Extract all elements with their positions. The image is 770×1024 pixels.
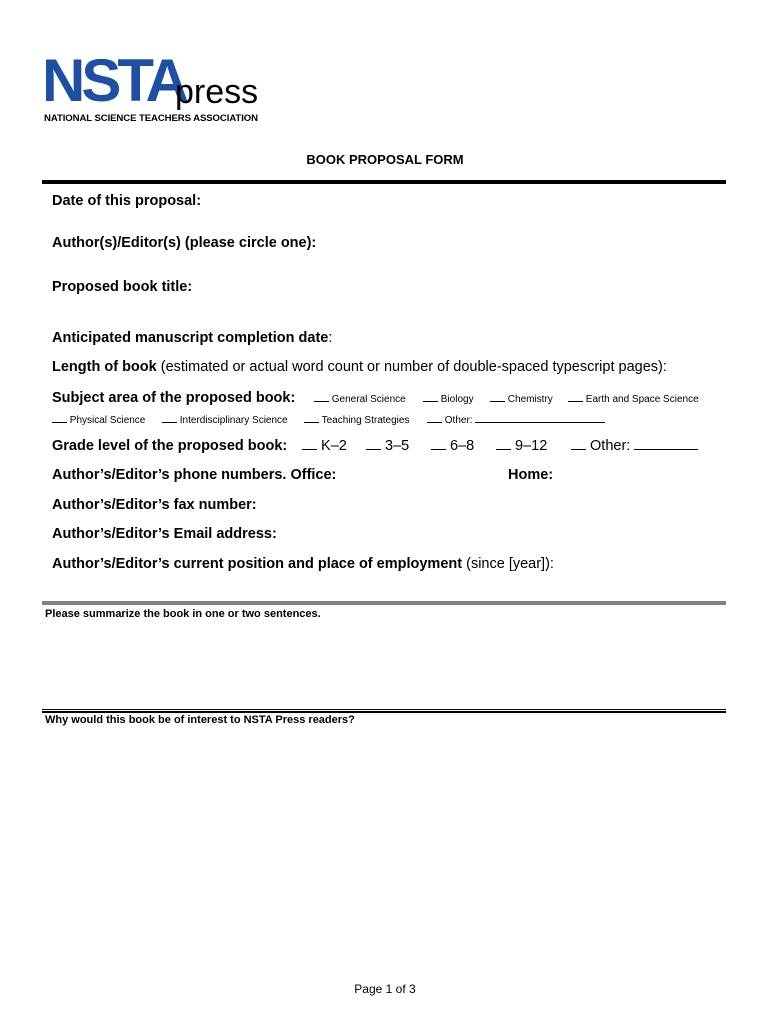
interest-answer-area[interactable] <box>45 732 725 962</box>
grade-option-9-12[interactable]: 9–12 <box>496 438 547 454</box>
summary-question: Please summarize the book in one or two sentences. <box>45 608 321 620</box>
grade-option-6-8[interactable]: 6–8 <box>431 438 474 454</box>
subject-option-earth-space-science[interactable]: Earth and Space Science <box>568 394 699 405</box>
subject-option-chemistry[interactable]: Chemistry <box>490 394 553 405</box>
position-label: Author’s/Editor’s current position and place of employment <box>52 556 463 572</box>
subject-option-teaching-strategies[interactable]: Teaching Strategies <box>304 415 409 426</box>
form-title: BOOK PROPOSAL FORM <box>306 152 464 167</box>
logo-wordmark-main: NSTA <box>42 47 185 114</box>
fax-field-label: Author’s/Editor’s fax number: <box>52 497 257 513</box>
length-label: Length of book <box>52 359 157 375</box>
subject-option-physical-science[interactable]: Physical Science <box>52 415 145 426</box>
grade-other-blank[interactable] <box>634 449 698 450</box>
subject-option-other[interactable]: Other: <box>427 415 605 426</box>
question-divider <box>42 709 726 713</box>
summary-answer-area[interactable] <box>45 626 725 704</box>
subject-other-blank[interactable] <box>475 422 605 423</box>
book-title-field-label: Proposed book title: <box>52 279 193 295</box>
length-field <box>52 359 667 375</box>
section-divider <box>42 601 726 605</box>
position-note: (since [year]): <box>466 556 554 572</box>
email-field-label: Author’s/Editor’s Email address: <box>52 526 277 542</box>
grade-option-other[interactable]: Other: <box>571 438 698 454</box>
subject-field-label: Subject area of the proposed book: <box>52 390 296 406</box>
completion-date-colon: : <box>328 330 333 346</box>
subject-option-interdisciplinary-science[interactable]: Interdisciplinary Science <box>162 415 288 426</box>
completion-date-field <box>52 330 332 346</box>
length-note: (estimated or actual word count or number of double-spaced typescript pages): <box>160 359 667 375</box>
header-divider <box>42 180 726 184</box>
page-number: Page 1 of 3 <box>354 982 416 996</box>
author-field-label: Author(s)/Editor(s) (please circle one): <box>52 235 317 251</box>
logo-tagline: NATIONAL SCIENCE TEACHERS ASSOCIATION <box>44 113 258 124</box>
date-field-label: Date of this proposal: <box>52 193 202 209</box>
phone-office-label: Author’s/Editor’s phone numbers. Office: <box>52 467 337 483</box>
grade-option-3-5[interactable]: 3–5 <box>366 438 409 454</box>
subject-option-general-science[interactable]: General Science <box>314 394 406 405</box>
logo-wordmark-suffix: press <box>175 73 259 111</box>
subject-option-biology[interactable]: Biology <box>423 394 474 405</box>
completion-date-label: Anticipated manuscript completion date <box>52 330 329 346</box>
phone-home-label: Home: <box>508 467 554 483</box>
interest-question: Why would this book be of interest to NSTA Press readers? <box>45 714 355 726</box>
position-field <box>52 556 554 572</box>
grade-field-label: Grade level of the proposed book: <box>52 438 288 454</box>
grade-option-k-2[interactable]: K–2 <box>302 438 347 454</box>
